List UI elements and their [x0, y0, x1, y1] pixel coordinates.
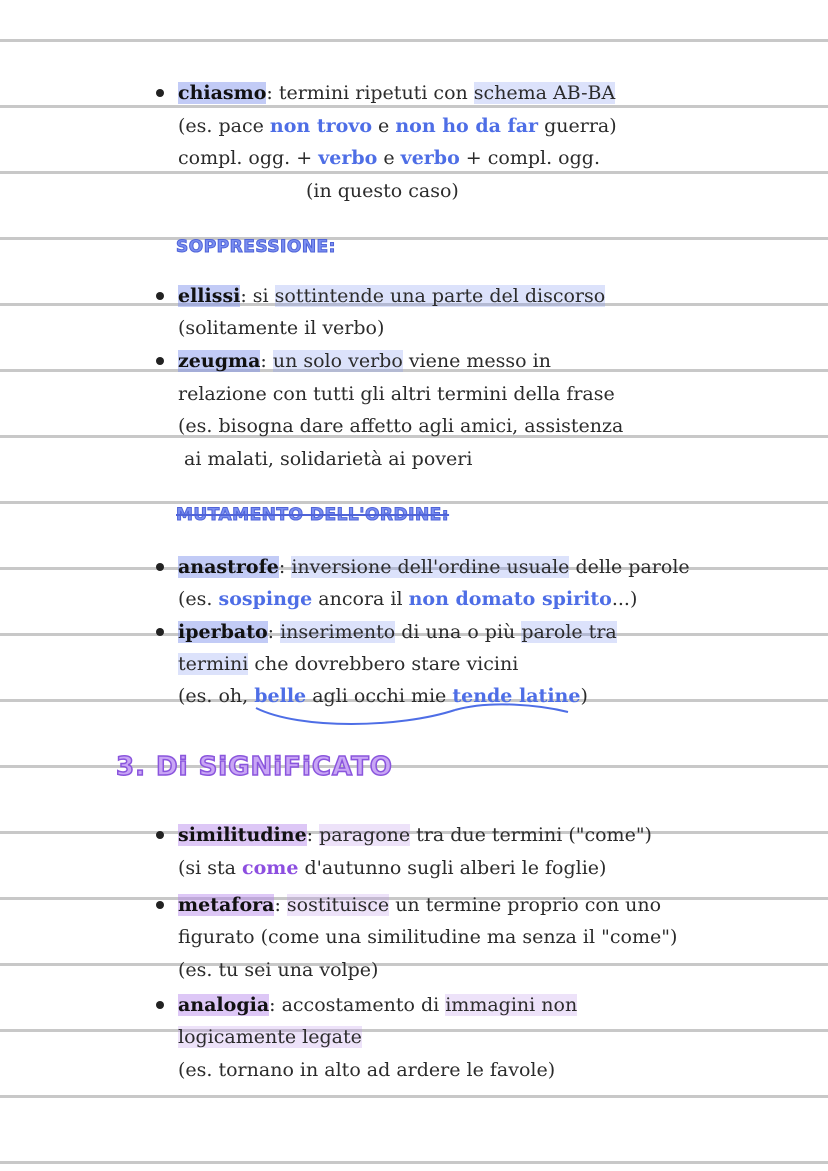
- blue-word: non trovo: [269, 115, 372, 137]
- ellissi-note: (solitamente il verbo): [178, 317, 385, 339]
- text: e: [377, 147, 401, 169]
- section-heading-mutamento: MUTAMENTO DELL'ORDINE:: [176, 505, 450, 525]
- text: + compl. ogg.: [459, 147, 600, 169]
- text: :: [260, 350, 273, 372]
- blue-word: verbo: [400, 147, 460, 169]
- highlight: termini: [178, 653, 249, 675]
- highlight: parole tra: [521, 621, 617, 643]
- section-heading-significato: 3. Di SiGNiFiCATO: [116, 752, 393, 782]
- highlight: schema AB-BA: [473, 82, 616, 104]
- analogia-example: (es. tornano in alto ad ardere le favole): [178, 1059, 556, 1081]
- zeugma-example-cont: ai malati, solidarietà ai poveri: [184, 448, 473, 470]
- text: guerra): [538, 115, 617, 137]
- highlight: sottintende una parte del discorso: [274, 285, 606, 307]
- text: ancora il: [312, 588, 409, 610]
- text: ): [580, 685, 588, 707]
- text: e: [372, 115, 396, 137]
- term-analogia: analogia: [178, 994, 270, 1016]
- text: (es.: [178, 588, 219, 610]
- term-zeugma: zeugma: [178, 350, 261, 372]
- text: :: [274, 894, 287, 916]
- blue-word: non ho da far: [395, 115, 539, 137]
- chiasmo-note: (in questo caso): [306, 180, 459, 202]
- text: : si: [240, 285, 275, 307]
- text: :: [267, 621, 281, 643]
- bullet-icon: [156, 831, 164, 839]
- blue-word: verbo: [318, 147, 378, 169]
- text: :: [306, 824, 320, 846]
- highlight: sostituisce: [286, 894, 390, 916]
- analogia-line-2: [178, 1021, 362, 1053]
- text: ...): [611, 588, 638, 610]
- term-chiasmo: chiasmo: [178, 82, 267, 104]
- text: un termine proprio con uno: [389, 894, 662, 916]
- metafora-example: (es. tu sei una volpe): [178, 959, 379, 981]
- text: (si sta: [178, 857, 243, 879]
- highlight: inserimento: [280, 621, 396, 643]
- text: compl. ogg. +: [178, 147, 319, 169]
- bullet-icon: [156, 1001, 164, 1009]
- highlight: un solo verbo: [272, 350, 403, 372]
- blue-word: belle: [254, 685, 307, 707]
- blue-word: tende latine: [452, 685, 581, 707]
- term-anastrofe: anastrofe: [178, 556, 279, 578]
- metafora-line-2: figurato (come una similitudine ma senza il "come"): [178, 926, 678, 948]
- blue-word: non domato spirito: [408, 588, 612, 610]
- text: tra due termini ("come"): [410, 824, 652, 846]
- text: viene messo in: [402, 350, 551, 372]
- term-metafora: metafora: [178, 894, 275, 916]
- purple-word: come: [242, 857, 299, 879]
- term-similitudine: similitudine: [178, 824, 307, 846]
- text: (es. oh,: [178, 685, 255, 707]
- similitudine-example: [178, 852, 606, 884]
- highlight: immagini non: [445, 994, 578, 1016]
- text: : termini ripetuti con: [266, 82, 474, 104]
- text: : accostamento di: [269, 994, 446, 1016]
- similitudine-definition: [178, 819, 652, 851]
- highlight: inversione dell'ordine usuale: [291, 556, 570, 578]
- section-heading-soppressione: SOPPRESSIONE:: [176, 237, 336, 257]
- text: che dovrebbero stare vicini: [248, 653, 519, 675]
- text: :: [278, 556, 292, 578]
- text: d'autunno sugli alberi le foglie): [298, 857, 607, 879]
- blue-word: sospinge: [218, 588, 313, 610]
- analogia-definition: [178, 989, 577, 1021]
- term-iperbato: iperbato: [178, 621, 268, 643]
- highlight: paragone: [319, 824, 411, 846]
- text: agli occhi mie: [306, 685, 453, 707]
- metafora-definition: [178, 889, 661, 921]
- zeugma-example: (es. bisogna dare affetto agli amici, assistenza: [178, 415, 624, 437]
- bullet-icon: [156, 901, 164, 909]
- term-ellissi: ellissi: [178, 285, 241, 307]
- text: delle parole: [569, 556, 690, 578]
- text: (es. pace: [178, 115, 270, 137]
- text: di una o più: [395, 621, 522, 643]
- zeugma-line-2: relazione con tutti gli altri termini della frase: [178, 383, 615, 405]
- highlight: logicamente legate: [178, 1026, 362, 1048]
